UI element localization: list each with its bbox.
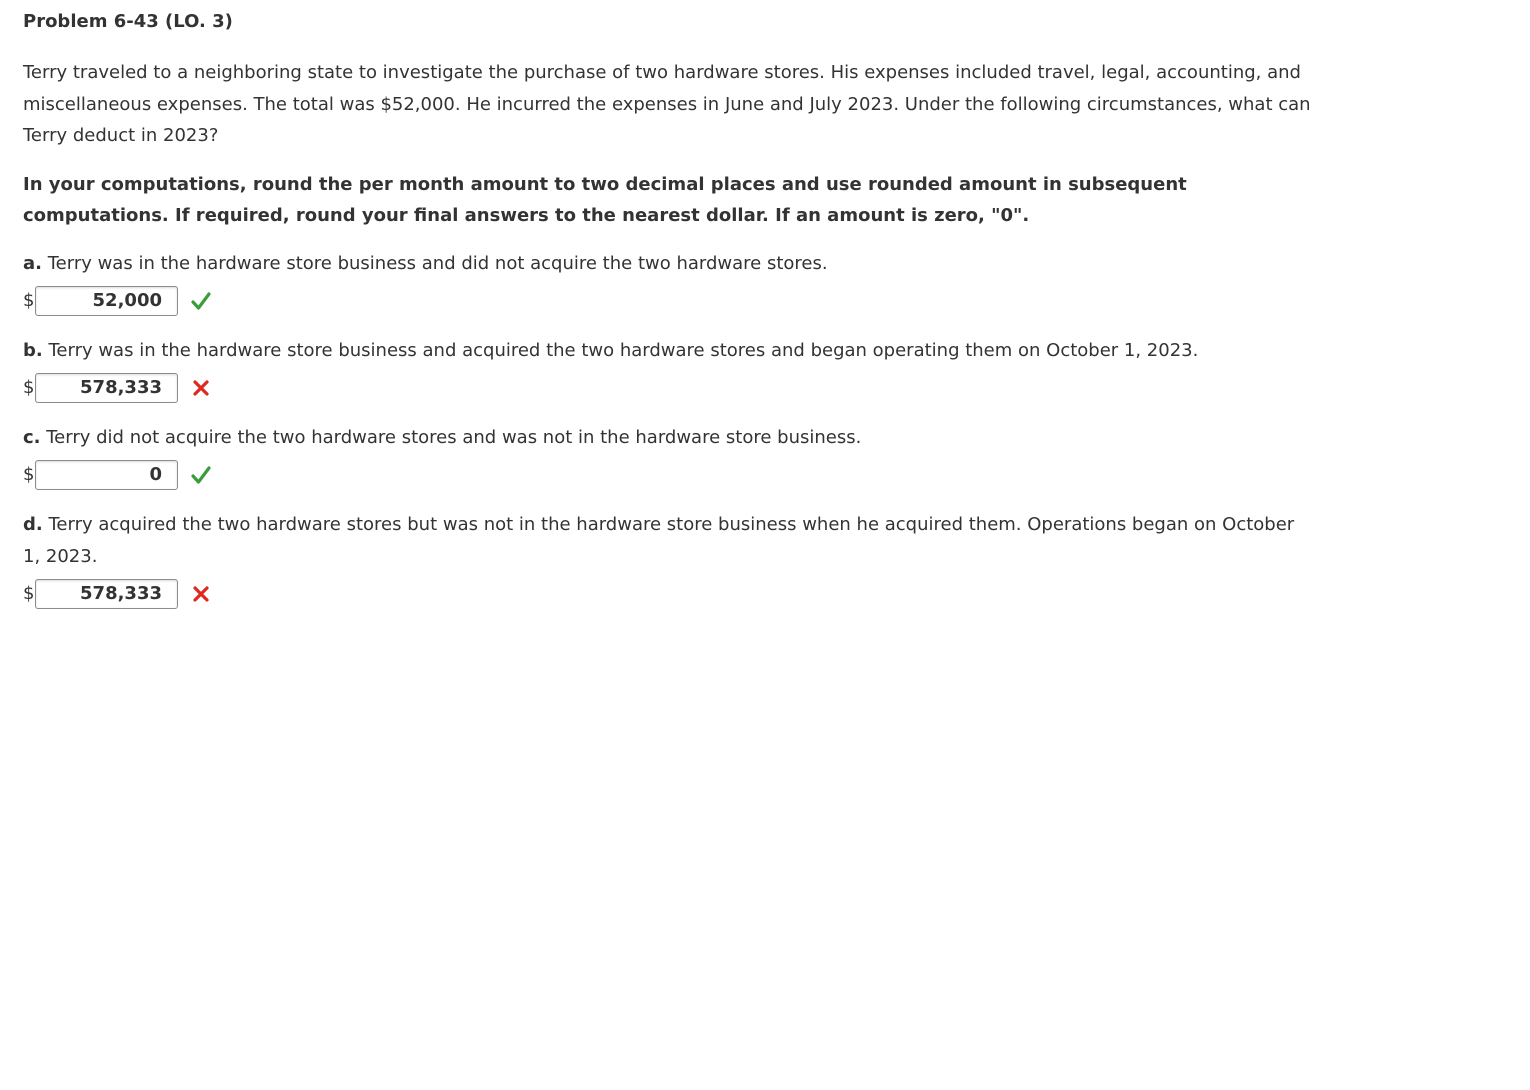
part-letter: c. [23, 426, 41, 448]
part-question-text: Terry acquired the two hardware stores but was not in the hardware store business when he acquired them. Operations began on October 1, 2023. [23, 513, 1295, 567]
part-question-text: Terry was in the hardware store business and did not acquire the two hardware stores. [47, 252, 828, 274]
problem-title: Problem 6-43 (LO. 3) [23, 11, 233, 32]
answer-row [23, 371, 1313, 405]
problem-page [0, 0, 1336, 611]
part-c [23, 422, 1313, 492]
part-a [23, 248, 1313, 318]
check-icon [190, 464, 212, 486]
x-mark-icon [190, 583, 212, 605]
answer-input-d[interactable]: 578,333 [35, 579, 178, 609]
part-b [23, 335, 1313, 405]
part-d [23, 509, 1313, 611]
currency-symbol: $ [23, 377, 35, 398]
currency-symbol: $ [23, 290, 35, 311]
problem-intro: Terry traveled to a neighboring state to investigate the purchase of two hardware stores. His expenses included travel, legal, accounting, and miscellaneous expenses. The total was $52,000. He incurred the expenses in June and July 2023. Under the following circumstances, what can Terry deduct in 2023? [23, 62, 1311, 146]
part-question [23, 335, 1313, 367]
part-question [23, 509, 1313, 573]
x-mark-icon [190, 377, 212, 399]
part-question [23, 422, 1313, 454]
answer-row [23, 284, 1313, 318]
currency-symbol: $ [23, 583, 35, 604]
currency-symbol: $ [23, 464, 35, 485]
part-letter: d. [23, 513, 43, 535]
answer-input-a[interactable]: 52,000 [35, 286, 178, 316]
part-letter: a. [23, 252, 42, 274]
answer-input-c[interactable]: 0 [35, 460, 178, 490]
part-question-text: Terry was in the hardware store business and acquired the two hardware stores and began operating them on October 1, 2023. [48, 339, 1199, 361]
problem-instructions: In your computations, round the per month amount to two decimal places and use rounded amount in subsequent computations. If required, round your final answers to the nearest dollar. If an amount is zero, "0". [23, 173, 1187, 226]
answer-input-b[interactable]: 578,333 [35, 373, 178, 403]
answer-row [23, 577, 1313, 611]
part-question-text: Terry did not acquire the two hardware stores and was not in the hardware store business. [46, 426, 862, 448]
part-letter: b. [23, 339, 43, 361]
answer-row [23, 458, 1313, 492]
part-question [23, 248, 1313, 280]
check-icon [190, 290, 212, 312]
